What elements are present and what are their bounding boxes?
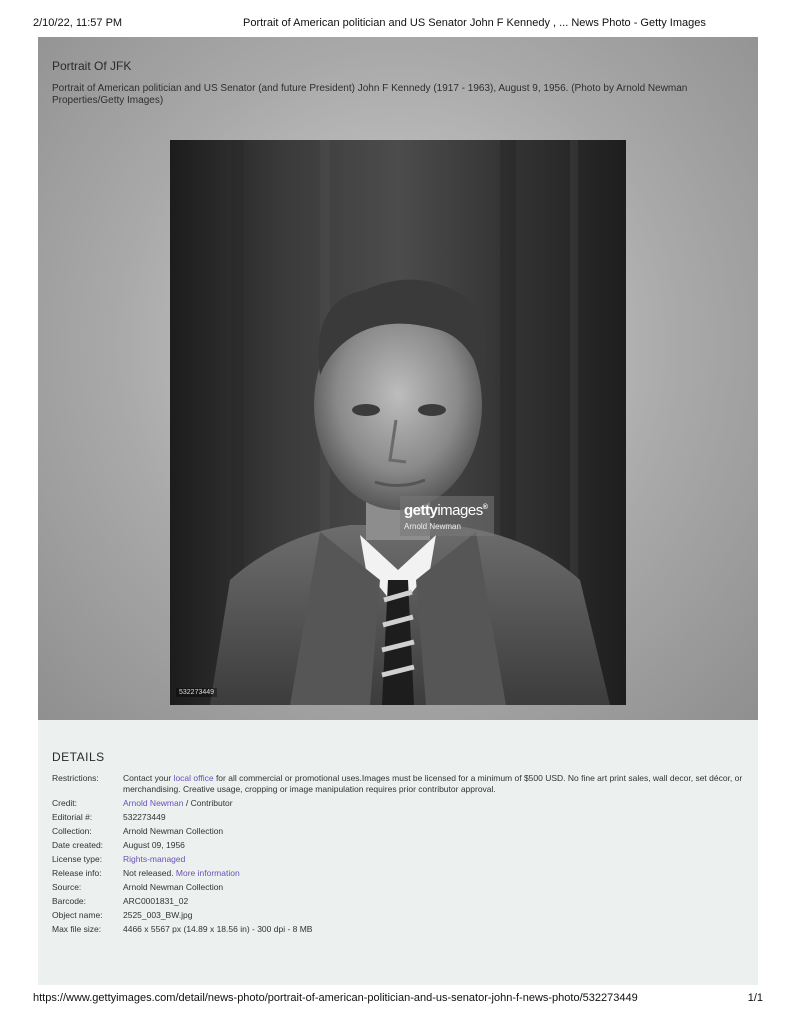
credit-label: Credit: — [52, 798, 78, 808]
details-row-credit — [52, 798, 752, 809]
getty-logo: gettyimages® — [404, 502, 488, 519]
object-name-value: 2525_003_BW.jpg — [123, 910, 193, 920]
print-page-count: 1/1 — [747, 992, 763, 1004]
details-row-source — [52, 882, 752, 893]
collection-value: Arnold Newman Collection — [123, 826, 224, 836]
image-id-label: 532273449 — [176, 688, 217, 697]
print-header — [33, 17, 763, 33]
details-row-object-name — [52, 910, 752, 921]
release-info-label: Release info: — [52, 868, 102, 878]
contributor-link[interactable]: Arnold Newman — [123, 798, 184, 808]
editorial-value: 532273449 — [123, 812, 166, 822]
details-row-license — [52, 854, 752, 865]
release-info-value: Not released. More information — [123, 868, 240, 878]
license-type-link[interactable]: Rights-managed — [123, 854, 186, 864]
portrait-illustration — [170, 140, 626, 705]
details-row-barcode — [52, 896, 752, 907]
details-row-file-size — [52, 924, 752, 935]
license-type-label: License type: — [52, 854, 103, 864]
print-date: 2/10/22, 11:57 PM — [33, 17, 123, 29]
credit-value: Arnold Newman / Contributor — [123, 798, 233, 808]
details-row-date — [52, 840, 752, 851]
collection-label: Collection: — [52, 826, 92, 836]
hero-section — [38, 37, 758, 720]
editorial-label: Editorial #: — [52, 812, 93, 822]
print-url: https://www.gettyimages.com/detail/news-photo/portrait-of-american-politician-and-us-senator-john-f-news-photo/532273449 — [33, 992, 638, 1004]
restrictions-label: Restrictions: — [52, 773, 99, 783]
max-file-size-value: 4466 x 5567 px (14.89 x 18.56 in) - 300 dpi - 8 MB — [123, 924, 313, 934]
local-office-link[interactable]: local office — [173, 773, 214, 783]
print-page-title: Portrait of American politician and US Senator John F Kennedy , ... News Photo - Getty Images — [243, 17, 706, 29]
details-row-restrictions — [52, 773, 752, 795]
details-heading: DETAILS — [52, 750, 105, 764]
portrait-photo[interactable] — [170, 140, 626, 705]
more-information-link[interactable]: More information — [175, 868, 240, 878]
details-table — [52, 773, 752, 938]
getty-watermark — [400, 496, 494, 536]
details-section — [38, 720, 758, 985]
barcode-label: Barcode: — [52, 896, 87, 906]
object-name-label: Object name: — [52, 910, 103, 920]
watermark-credit: Arnold Newman — [404, 522, 461, 531]
restrictions-value: Contact your local office for all commercial or promotional uses.Images must be licensed for a minimum of $500 USD. No fine art print sales, wall decor, set décor, or merchandising. Creative usage, cropping or image manipulation requires prior contributor approval. — [123, 773, 743, 794]
date-created-value: August 09, 1956 — [123, 840, 185, 850]
source-label: Source: — [52, 882, 82, 892]
max-file-size-label: Max file size: — [52, 924, 102, 934]
photo-title: Portrait Of JFK — [52, 59, 132, 73]
details-row-release — [52, 868, 752, 879]
details-row-editorial — [52, 812, 752, 823]
barcode-value: ARC0001831_02 — [123, 896, 189, 906]
date-created-label: Date created: — [52, 840, 104, 850]
details-row-collection — [52, 826, 752, 837]
source-value: Arnold Newman Collection — [123, 882, 224, 892]
print-footer — [33, 992, 763, 1008]
photo-caption: Portrait of American politician and US Senator (and future President) John F Kennedy (1917 - 1963), August 9, 1956. (Photo by Arnold Newman Properties/Getty Images) — [52, 83, 688, 106]
